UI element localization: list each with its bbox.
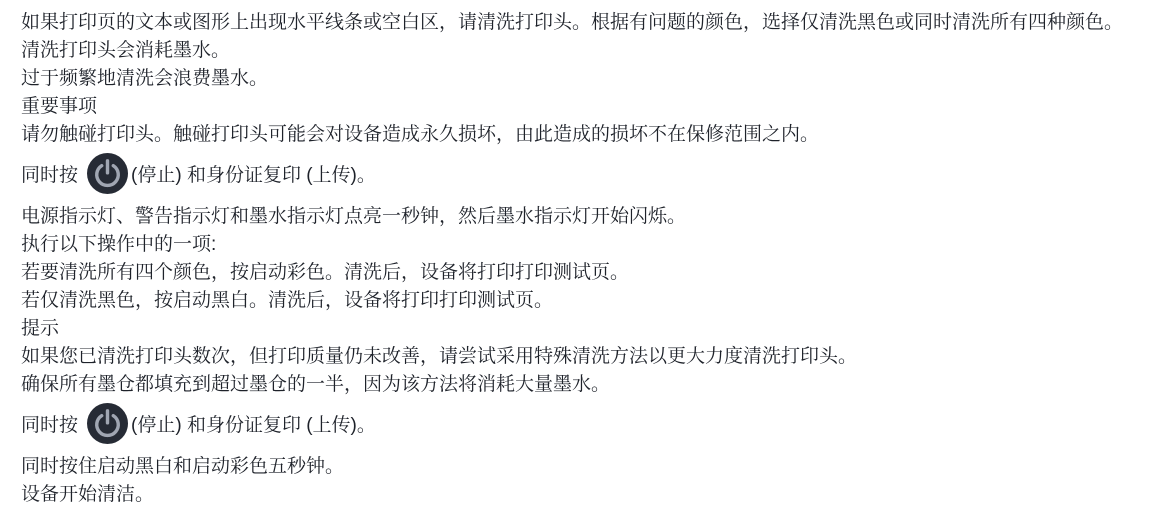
instruction-line-with-icon xyxy=(21,399,1160,447)
line-text: 重要事项 xyxy=(21,96,98,117)
text-line xyxy=(21,371,1160,399)
line-text: 执行以下操作中的一项: xyxy=(21,234,217,255)
text-line xyxy=(21,9,1160,37)
text-line xyxy=(21,37,1160,65)
line-text: 清洗打印头会消耗墨水。 xyxy=(21,40,231,61)
text-line xyxy=(21,287,1160,315)
line-text: 同时按 xyxy=(21,414,79,436)
instruction-line-with-icon xyxy=(21,149,1160,197)
line-text: 同时按 xyxy=(21,164,79,186)
text-line xyxy=(21,203,1160,231)
line-text: 提示 xyxy=(21,318,60,339)
line-text: 过于频繁地清洗会浪费墨水。 xyxy=(21,68,269,89)
text-line xyxy=(21,481,1160,509)
text-line xyxy=(21,121,1160,149)
line-text: 同时按住启动黑白和启动彩色五秒钟。 xyxy=(21,456,345,477)
line-text: 如果您已清洗打印头数次，但打印质量仍未改善，请尝试采用特殊清洗方法以更大力度清洗打印头。 xyxy=(21,346,858,367)
text-line xyxy=(21,65,1160,93)
line-text: (停止) 和身份证复印 (上传)。 xyxy=(131,414,376,436)
line-text: 确保所有墨仓都填充到超过墨仓的一半，因为该方法将消耗大量墨水。 xyxy=(21,374,611,395)
line-text: 如果打印页的文本或图形上出现水平线条或空白区，请清洗打印头。根据有问题的颜色，选择仅清洗黑色或同时清洗所有四种颜色。 xyxy=(21,12,1124,33)
line-text: 设备开始清洁。 xyxy=(21,484,155,505)
power-icon xyxy=(87,403,128,444)
text-line xyxy=(21,453,1160,481)
section-heading-important xyxy=(21,93,1160,121)
line-text: 请勿触碰打印头。触碰打印头可能会对设备造成永久损坏，由此造成的损坏不在保修范围之内。 xyxy=(21,124,820,145)
power-icon xyxy=(87,153,128,194)
text-line xyxy=(21,259,1160,287)
line-text: 若要清洗所有四个颜色，按启动彩色。清洗后，设备将打印打印测试页。 xyxy=(21,262,630,283)
line-text: 电源指示灯、警告指示灯和墨水指示灯点亮一秒钟，然后墨水指示灯开始闪烁。 xyxy=(21,206,687,227)
line-text: 若仅清洗黑色，按启动黑白。清洗后，设备将打印打印测试页。 xyxy=(21,290,554,311)
line-text: (停止) 和身份证复印 (上传)。 xyxy=(131,164,376,186)
text-line xyxy=(21,343,1160,371)
text-line xyxy=(21,231,1160,259)
section-heading-tip xyxy=(21,315,1160,343)
